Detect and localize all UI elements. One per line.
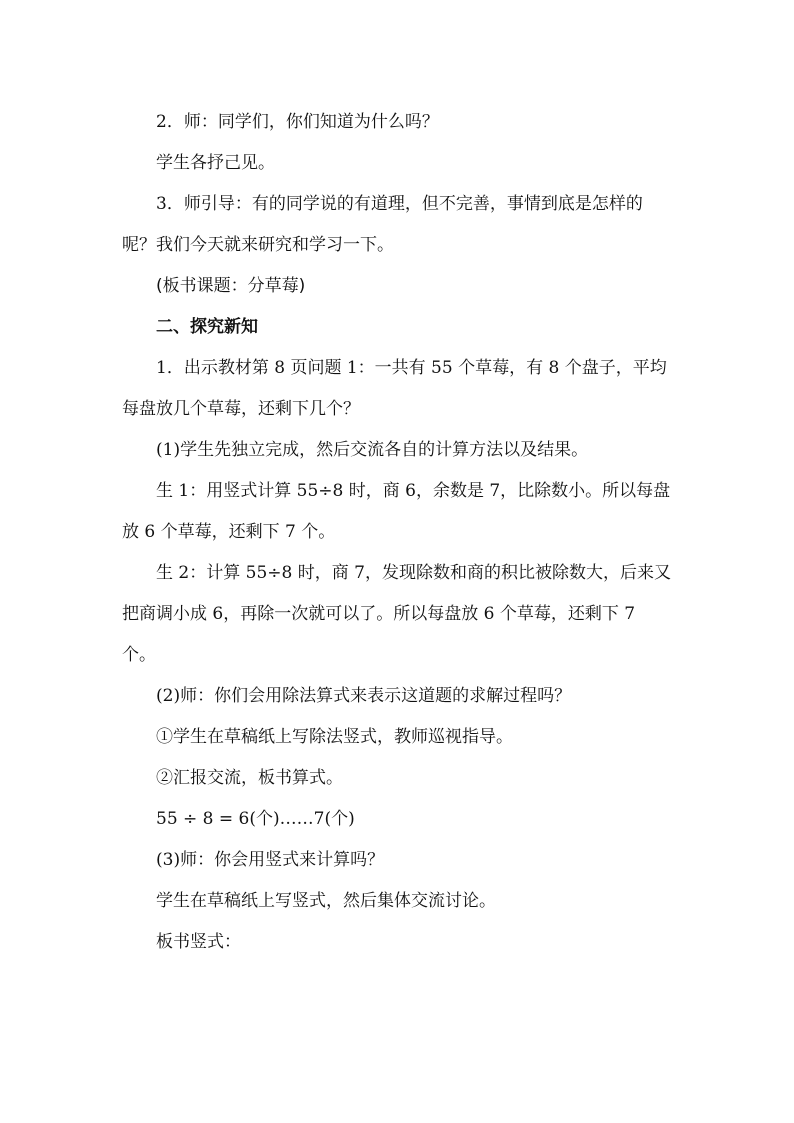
paragraph-substep-2: ②汇报交流，板书算式。 <box>156 768 343 788</box>
paragraph-student-2: 生 2：计算 55÷8 时，商 7，发现除数和商的积比被除数大，后来又把商调小成 6，再除一次就可以了。所以每盘放 6 个草莓，还剩下 7 个。 <box>122 563 671 665</box>
paragraph-teacher-question: 2．师：同学们，你们知道为什么吗？ <box>156 112 439 132</box>
paragraph-step-1: (1)学生先独立完成，然后交流各自的计算方法以及结果。 <box>156 440 589 460</box>
paragraph-students-opinions: 学生各抒己见。 <box>156 153 275 173</box>
section-heading-explore: 二、探究新知 <box>156 317 258 337</box>
paragraph-step-2: (2)师：你们会用除法算式来表示这道题的求解过程吗？ <box>156 686 572 706</box>
paragraph-step-3: (3)师：你会用竖式来计算吗？ <box>156 850 385 870</box>
paragraph-board-title-note: (板书课题：分草莓) <box>156 276 306 296</box>
paragraph-equation: 55 ÷ 8 = 6(个)……7(个) <box>156 809 355 829</box>
paragraph-students-discuss: 学生在草稿纸上写竖式，然后集体交流讨论。 <box>156 891 496 911</box>
paragraph-teacher-guidance: 3．师引导：有的同学说的有道理，但不完善，事情到底是怎样的呢？我们今天就来研究和学习一下。 <box>122 194 643 255</box>
paragraph-student-1: 生 1：用竖式计算 55÷8 时，商 6，余数是 7，比除数小。所以每盘放 6 个草莓，还剩下 7 个。 <box>122 481 671 542</box>
document-body <box>122 102 674 963</box>
paragraph-board-vertical: 板书竖式： <box>156 932 241 952</box>
paragraph-substep-1: ①学生在草稿纸上写除法竖式，教师巡视指导。 <box>156 727 513 747</box>
paragraph-problem-1: 1．出示教材第 8 页问题 1：一共有 55 个草莓，有 8 个盘子，平均每盘放几个草莓，还剩下几个？ <box>122 358 667 419</box>
